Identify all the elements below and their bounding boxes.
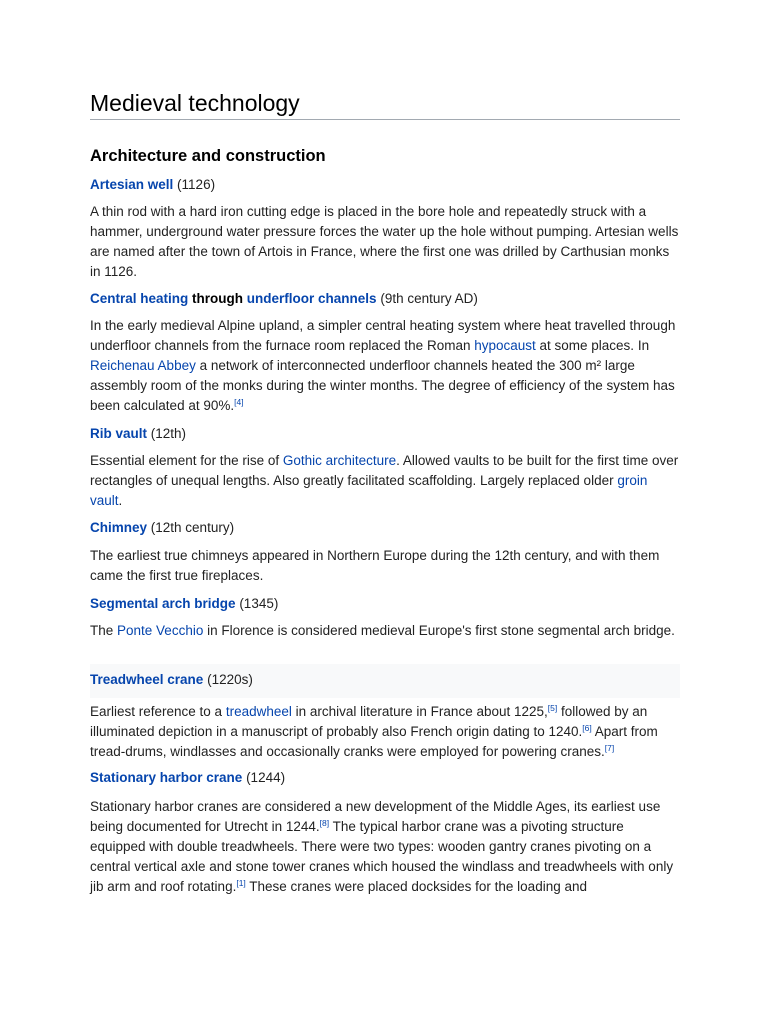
reference-1-link[interactable]: [1] <box>236 878 246 888</box>
central-heating-description <box>90 316 682 416</box>
term-artesian-well <box>90 175 215 195</box>
stationary-harbor-crane-description <box>90 797 682 897</box>
through-label: through <box>192 291 244 306</box>
text-run: in Florence is considered medieval Europe's first stone segmental arch bridge. <box>203 623 675 638</box>
page-title: Medieval technology <box>90 90 300 116</box>
artesian-well-link[interactable]: Artesian well <box>90 177 174 192</box>
text-run: Stationary harbor cranes are considered a new development of the Middle Ages, its earliest use being documented for Utrecht in 1244. <box>90 799 661 834</box>
title-divider <box>90 119 680 120</box>
chimney-description: The earliest true chimneys appeared in Northern Europe during the 12th century, and with them came the first true fireplaces. <box>90 548 660 583</box>
hypocaust-link[interactable]: hypocaust <box>474 338 536 353</box>
term-treadwheel-crane <box>90 670 253 690</box>
underfloor-channels-link[interactable]: underfloor channels <box>246 291 377 306</box>
reference-8-link[interactable]: [8] <box>319 818 330 828</box>
gothic-architecture-link[interactable]: Gothic architecture <box>282 453 397 468</box>
text-run: Earliest reference to a <box>90 704 226 719</box>
segmental-arch-bridge-link[interactable]: Segmental arch bridge <box>90 596 236 611</box>
rib-vault-link[interactable]: Rib vault <box>90 426 148 441</box>
artesian-well-description: A thin rod with a hard iron cutting edge is placed in the bore hole and repeatedly struck with a hammer, underground water pressure forces the water up the hole without pumping. Artesian wells are named after the town of Artois in France, where the first one was drilled by Carthusian monks in 1126. <box>90 204 679 279</box>
text-run: The typical harbor crane was a pivoting structure equipped with double treadwheels. There were two types: wooden gantry cranes pivoting on a central vertical axle and stone tower cranes which housed the windlass and treadwheels with only jib arm and roof rotating. <box>90 819 674 894</box>
text-run: Apart from tread-drums, windlasses and occasionally cranks were employed for powering cranes. <box>90 724 658 759</box>
text-run: The <box>90 623 118 638</box>
text-run: followed by an illuminated depiction in a manuscript of probably also French origin dating to 1240. <box>90 704 648 739</box>
term-rib-vault <box>90 424 186 444</box>
central-heating-date: (9th century AD) <box>380 291 478 306</box>
section-heading: Architecture and construction <box>90 147 326 165</box>
stationary-harbor-crane-link[interactable]: Stationary harbor crane <box>90 770 243 785</box>
treadwheel-crane-link[interactable]: Treadwheel crane <box>90 672 204 687</box>
term-chimney <box>90 518 234 538</box>
reference-7-link[interactable]: [7] <box>604 743 615 753</box>
treadwheel-crane-description <box>90 702 682 762</box>
text-run: . <box>118 493 123 508</box>
groin-vault-link[interactable]: groin vault <box>90 473 648 508</box>
text-run: In the early medieval Alpine upland, a simpler central heating system where heat travelled through underfloor channels from the furnace room replaced the Roman <box>90 318 676 353</box>
stationary-harbor-crane-date: (1244) <box>246 770 286 785</box>
term-central-heating <box>90 289 478 309</box>
chimney-date: (12th century) <box>150 520 235 535</box>
reference-5-link[interactable]: [5] <box>547 703 558 713</box>
chimney-link[interactable]: Chimney <box>90 520 148 535</box>
treadwheel-crane-date: (1220s) <box>207 672 253 687</box>
segmental-arch-bridge-date: (1345) <box>239 596 279 611</box>
text-run: Essential element for the rise of <box>90 453 283 468</box>
text-run: . Allowed vaults to be built for the first time over rectangles of unequal lengths. Also greatly facilitated scaffolding. Largely replaced older <box>90 453 679 488</box>
text-run: in archival literature in France about 1225, <box>291 704 548 719</box>
term-stationary-harbor-crane <box>90 768 285 788</box>
term-segmental-arch-bridge <box>90 594 278 614</box>
rib-vault-description <box>90 451 682 511</box>
segmental-arch-bridge-description <box>90 621 682 641</box>
text-run: These cranes were placed docksides for the loading and <box>245 879 587 894</box>
ponte-vecchio-link[interactable]: Ponte Vecchio <box>117 623 204 638</box>
treadwheel-link[interactable]: treadwheel <box>225 704 292 719</box>
text-run: at some places. In <box>535 338 650 353</box>
artesian-well-date: (1126) <box>177 177 216 192</box>
central-heating-link[interactable]: Central heating <box>90 291 189 306</box>
reference-6-link[interactable]: [6] <box>582 723 592 733</box>
reichenau-abbey-link[interactable]: Reichenau Abbey <box>90 358 196 373</box>
text-run: a network of interconnected underfloor channels heated the 300 m² large assembly room of the monks during the winter months. The degree of efficiency of the system has been calculated at 90%. <box>90 358 675 413</box>
reference-4-link[interactable]: [4] <box>234 397 244 407</box>
rib-vault-date: (12th) <box>150 426 187 441</box>
